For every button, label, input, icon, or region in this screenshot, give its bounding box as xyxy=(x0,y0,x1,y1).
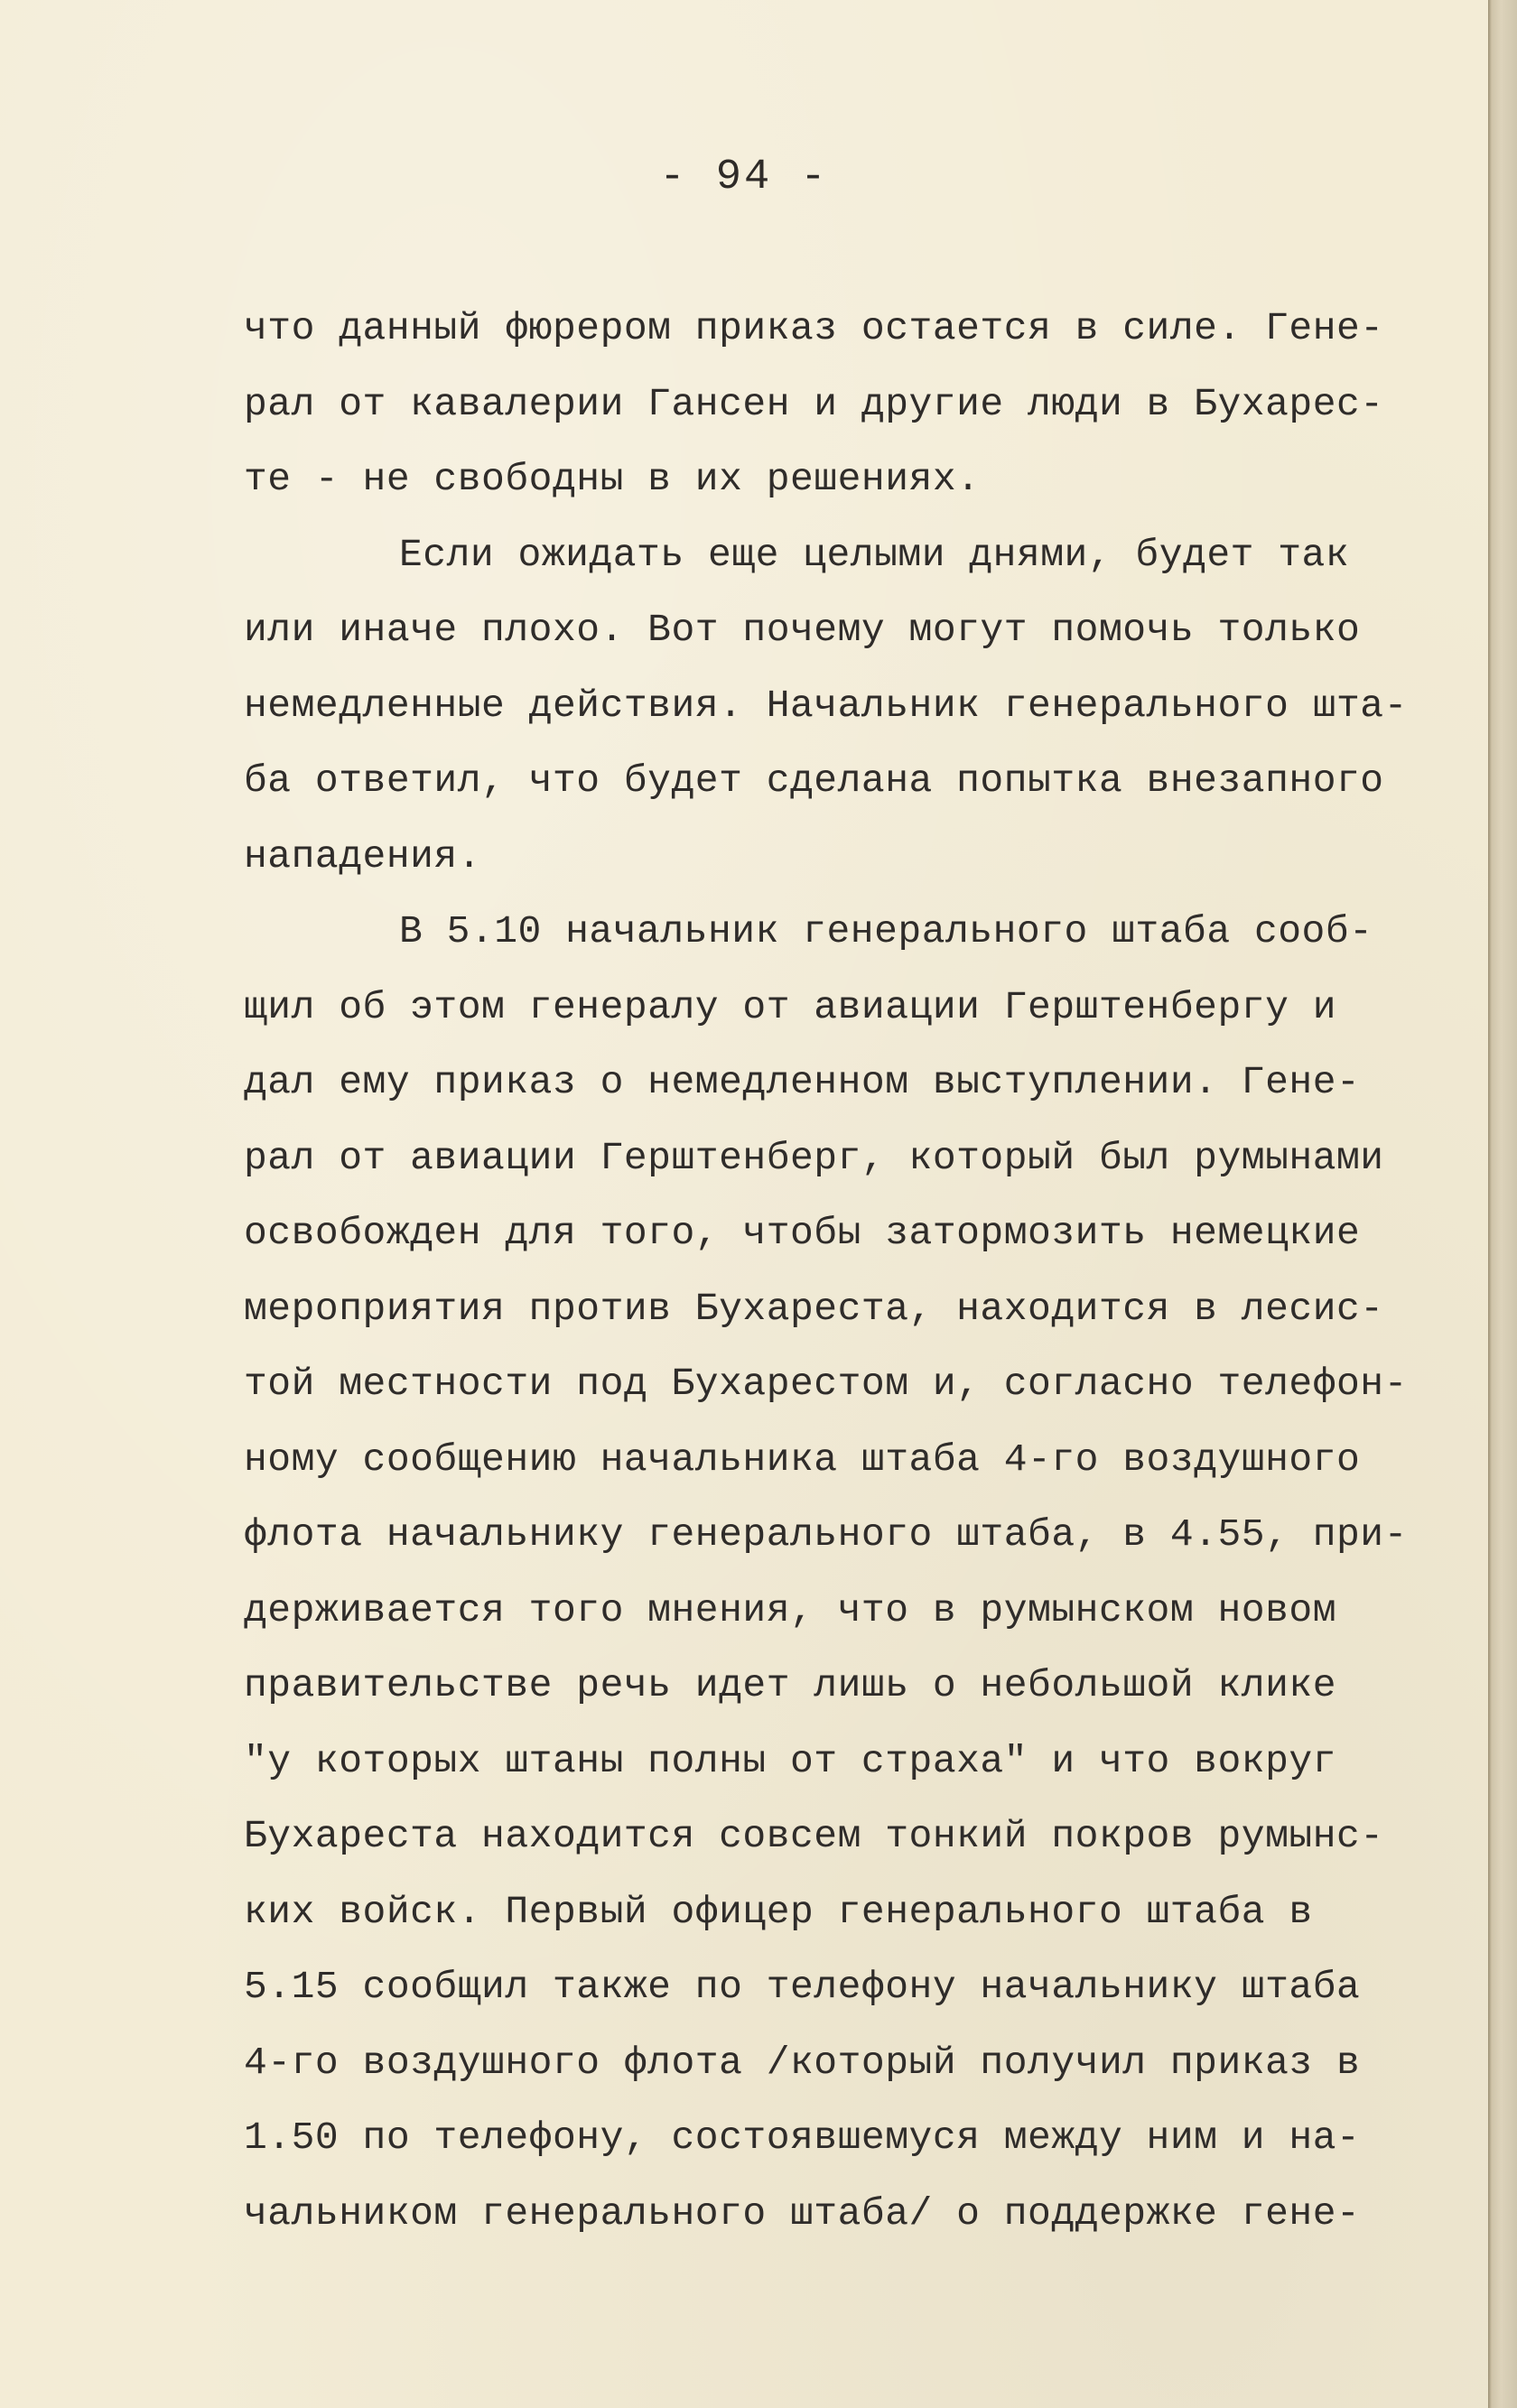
text-line: держивается того мнения, что в румынском новом xyxy=(244,1587,1336,1632)
text-line: нападения. xyxy=(244,833,482,879)
text-line: 4-го воздушного флота /который получил приказ в xyxy=(244,2040,1361,2085)
text-line: 1.50 по телефону, состоявшемуся между ним и на- xyxy=(244,2115,1361,2160)
text-line: или иначе плохо. Вот почему могут помочь только xyxy=(244,608,1361,652)
text-line: немедленные действия. Начальник генерального шта- xyxy=(244,683,1408,728)
text-line: освобожден для того, чтобы затормозить немецкие xyxy=(244,1211,1361,1255)
page-edge xyxy=(1488,0,1517,2408)
text-line: рал от авиации Герштенберг, который был румынами xyxy=(244,1135,1384,1180)
text-line: дал ему приказ о немедленном выступлении. Гене- xyxy=(244,1060,1361,1104)
text-line: те - не свободны в их решениях. xyxy=(244,457,981,501)
text-line: чальником генерального штаба/ о поддержке гене- xyxy=(244,2190,1361,2236)
text-line: щил об этом генералу от авиации Герштенбергу и xyxy=(244,984,1336,1029)
text-line: 5.15 сообщил также по телефону начальнику штаба xyxy=(244,1965,1361,2009)
text-line: Если ожидать еще целыми днями, будет так xyxy=(399,532,1350,577)
text-line: "у которых штаны полны от страха" и что вокруг xyxy=(244,1738,1336,1783)
text-line: ба ответил, что будет сделана попытка внезапного xyxy=(244,758,1384,803)
text-line: В 5.10 начальник генерального штаба сооб- xyxy=(399,909,1373,953)
page-number: - 94 - xyxy=(659,153,829,201)
text-line: флота начальнику генерального штаба, в 4.55, при- xyxy=(244,1512,1408,1557)
text-line: Бухареста находится совсем тонкий покров румынс- xyxy=(244,1814,1384,1858)
text-line: рал от кавалерии Гансен и другие люди в Бухарес- xyxy=(244,381,1384,426)
text-line: ному сообщению начальника штаба 4-го воздушного xyxy=(244,1436,1361,1482)
text-line: ких войск. Первый офицер генерального штаба в xyxy=(244,1889,1313,1934)
text-line: правительстве речь идет лишь о небольшой клике xyxy=(244,1663,1336,1707)
text-line: что данный фюрером приказ остается в силе. Гене- xyxy=(244,306,1384,350)
body-text xyxy=(244,291,1490,2251)
text-line: мероприятия против Бухареста, находится в лесис- xyxy=(244,1286,1384,1331)
text-line: той местности под Бухарестом и, согласно телефон- xyxy=(244,1362,1408,1406)
